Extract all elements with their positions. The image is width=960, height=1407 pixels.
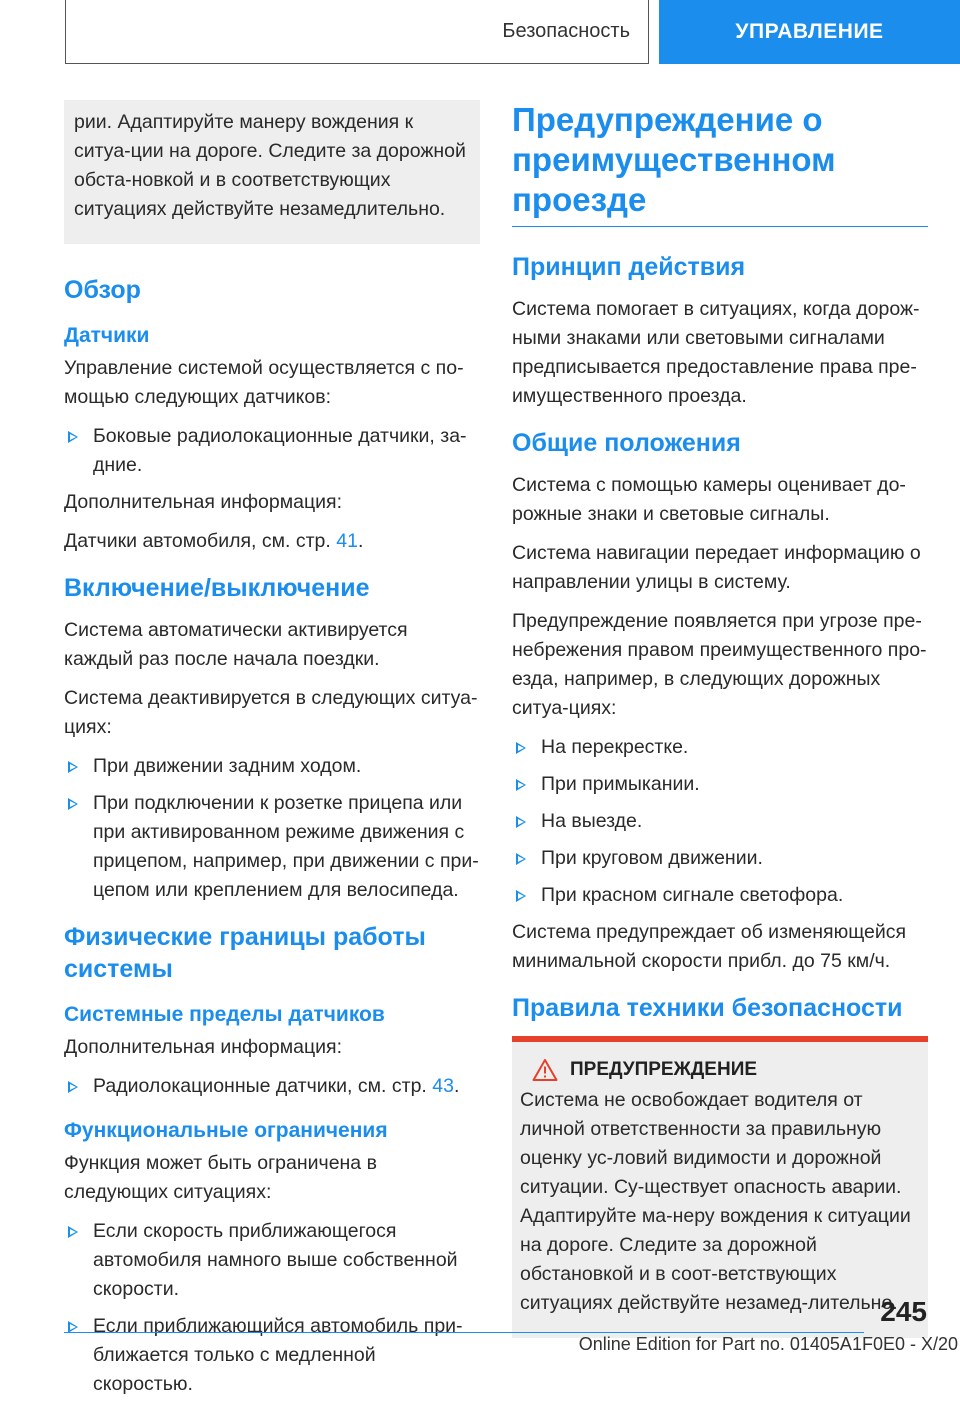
page-link-41[interactable]: 41 (336, 530, 358, 552)
bullet-triangle-icon (516, 742, 526, 754)
sensors-list (64, 422, 480, 480)
list-item: На выезде. (512, 807, 928, 836)
sensor-limits-list (64, 1072, 480, 1101)
sensors-heading: Датчики (64, 324, 150, 347)
sensor-limits-heading: Системные пределы датчиков (64, 1003, 385, 1026)
warning-triangle-icon (532, 1058, 558, 1082)
limits-heading: Физические границы работы системы (64, 923, 426, 983)
header-chapter-tab[interactable]: УПРАВЛЕНИЕ (659, 0, 960, 64)
list-item: Радиолокационные датчики, см. стр. 43. (64, 1072, 480, 1101)
general-list (512, 733, 928, 910)
header-section-title: Безопасность (65, 0, 649, 64)
list-item: Если скорость приближающегося автомобиля намного выше собственной скорости. (64, 1217, 480, 1304)
sensor-limits-info: Дополнительная информация: (64, 1036, 343, 1058)
general-text-1: Система с помощью камеры оценивает до-рожные знаки и световые сигналы. (512, 474, 906, 525)
warning-body (512, 1042, 928, 1338)
warning-label: ПРЕДУПРЕЖДЕНИЕ (570, 1059, 758, 1080)
warning-box (512, 1036, 928, 1338)
list-item: При примыкании. (512, 770, 928, 799)
list-item: Боковые радиолокационные датчики, за-дние. (64, 422, 480, 480)
bullet-triangle-icon (516, 779, 526, 791)
list-item: Если приближающийся автомобиль при-ближается только с медленной скоростью. (64, 1312, 480, 1399)
onoff-list (64, 752, 480, 905)
principle-heading: Принцип действия (512, 253, 746, 281)
principle-text: Система помогает в ситуациях, когда дорож-ными знаками или световыми сигналами предписывается предоставление права пре-имущественного проезда. (512, 298, 920, 407)
intro-text: рии. Адаптируйте манеру вождения к ситуа-ции на дороге. Следите за дорожной обста-новкой и в соответствующих ситуациях действуйте незамедлительно. (74, 111, 466, 220)
left-column (64, 100, 480, 1407)
bullet-triangle-icon (68, 1081, 78, 1093)
func-limits-list (64, 1217, 480, 1399)
page-number: 245 (880, 1296, 927, 1327)
bullet-triangle-icon (516, 816, 526, 828)
bullet-triangle-icon (68, 431, 78, 443)
sensors-text: Управление системой осуществляется с по-мощью следующих датчиков: (64, 357, 464, 408)
onoff-text-2: Система деактивируется в следующих ситуа-циях: (64, 687, 478, 738)
list-item: При подключении к розетке прицепа или при активированном режиме движения с прицепом, например, при движении с при-цепом или креплением для велосипеда. (64, 789, 480, 905)
func-limits-heading: Функциональные ограничения (64, 1119, 388, 1142)
overview-heading: Обзор (64, 276, 141, 304)
footer-divider (64, 1332, 864, 1333)
bullet-triangle-icon (68, 761, 78, 773)
warning-text: Система не освобождает водителя от личной ответственности за правильную оценку ус-ловий видимости и дорожной ситуации. Су-ществует опасность аварии. Адаптируйте ма-неру вождения к ситуации на дороге. Следите за дорожной обстановкой и в соот-ветствующих ситуациях действуйте незамед-лительно. (520, 1089, 911, 1314)
general-text-2: Система навигации передает информацию о направлении улицы в систему. (512, 542, 921, 593)
safety-heading: Правила техники безопасности (512, 994, 903, 1022)
list-item: При красном сигнале светофора. (512, 881, 928, 910)
bullet-triangle-icon (516, 853, 526, 865)
main-title-block (512, 100, 928, 227)
page-title: Предупреждение о преимущественном проезде (512, 101, 836, 218)
list-item: На перекрестке. (512, 733, 928, 762)
func-limits-text: Функция может быть ограничена в следующих ситуациях: (64, 1152, 377, 1203)
onoff-heading: Включение/выключение (64, 574, 370, 602)
page-link-43[interactable]: 43 (432, 1075, 454, 1097)
bullet-triangle-icon (68, 1226, 78, 1238)
list-item: При круговом движении. (512, 844, 928, 873)
bullet-triangle-icon (516, 890, 526, 902)
more-info-label: Дополнительная информация: (64, 491, 343, 513)
general-heading: Общие положения (512, 429, 741, 457)
footer-edition-text: Online Edition for Part no. 01405A1F0E0 - X/20 (578, 1334, 958, 1354)
list-item: При движении задним ходом. (64, 752, 480, 781)
general-text-3: Предупреждение появляется при угрозе пре-небрежения правом преимущественного про-езда, например, в следующих дорожных ситуа-циях: (512, 610, 927, 719)
right-column (512, 100, 928, 1338)
bullet-triangle-icon (68, 798, 78, 810)
sensors-reference: Датчики автомобиля, см. стр. 41. (64, 530, 364, 552)
warning-header (520, 1058, 920, 1082)
general-text-4: Система предупреждает об изменяющейся минимальной скорости прибл. до 75 км/ч. (512, 921, 907, 972)
onoff-text-1: Система автоматически активируется каждый раз после начала поездки. (64, 619, 408, 670)
intro-box (64, 100, 480, 244)
